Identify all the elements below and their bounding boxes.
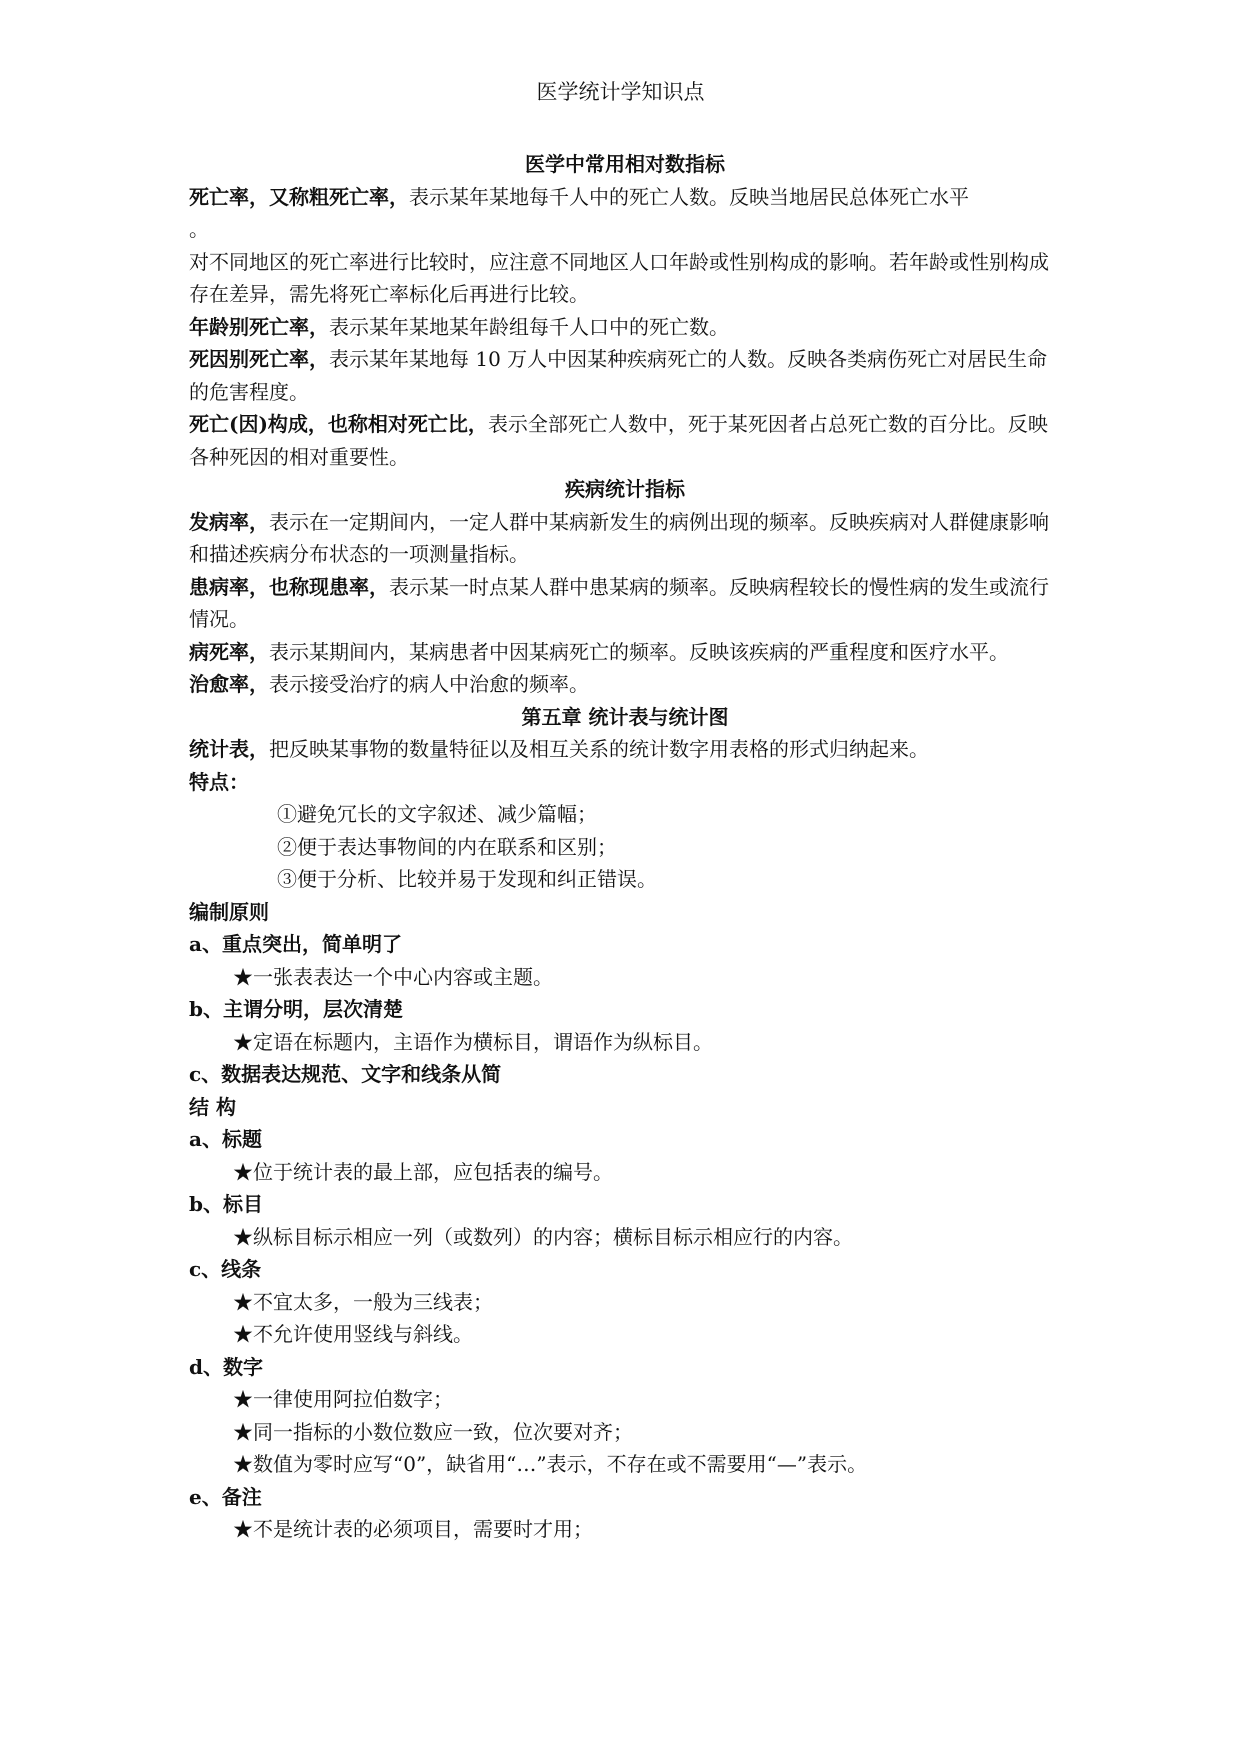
paragraph <box>189 733 1061 766</box>
paragraph-text: 表示某一时点某人群中患某病的频率。反映病程较长的慢性病的发生或流行情况。 <box>189 574 1049 631</box>
list-item: ★一张表表达一个中心内容或主题。 <box>233 964 553 989</box>
section-heading: 第五章 统计表与统计图 <box>521 704 729 729</box>
section-heading: 疾病统计指标 <box>565 477 685 501</box>
paragraph <box>189 506 1061 571</box>
paragraph <box>189 311 1061 344</box>
paragraph <box>189 1091 1061 1124</box>
term-label: 死亡(因)构成，也称相对死亡比， <box>189 412 488 436</box>
list-item: ★不宜太多，一般为三线表； <box>233 1289 493 1314</box>
section-heading: 医学中常用相对数指标 <box>525 152 725 176</box>
term-label: a、重点突出，简单明了 <box>189 932 402 956</box>
paragraph <box>189 571 1061 636</box>
list-item: ③便于分析、比较并易于发现和纠正错误。 <box>277 867 657 891</box>
paragraph <box>189 343 1061 408</box>
paragraph-text: 。 <box>189 217 209 241</box>
paragraph <box>189 668 1061 701</box>
list-item: ①避免冗长的文字叙述、减少篇幅； <box>277 802 597 826</box>
document-body <box>189 148 1061 1546</box>
term-label: c、数据表达规范、文字和线条从简 <box>189 1062 502 1086</box>
paragraph <box>189 928 1061 961</box>
list-item: ★一律使用阿拉伯数字； <box>233 1387 453 1411</box>
paragraph <box>189 1481 1061 1514</box>
term-label: b、标目 <box>189 1192 263 1216</box>
paragraph <box>189 1058 1061 1091</box>
term-label: 编制原则 <box>189 899 269 924</box>
list-item: ★同一指标的小数位数应一致，位次要对齐； <box>233 1419 633 1444</box>
list-item: ★不允许使用竖线与斜线。 <box>233 1322 473 1346</box>
paragraph <box>189 1253 1061 1286</box>
term-label: 统计表， <box>189 737 269 761</box>
term-label: 死亡率，又称粗死亡率， <box>189 184 409 209</box>
page-header: 医学统计学知识点 <box>536 80 705 104</box>
paragraph <box>189 896 1061 929</box>
paragraph <box>189 246 1061 311</box>
paragraph-text: 表示某年某地某年龄组每千人口中的死亡数。 <box>329 314 729 339</box>
term-label: 死因别死亡率， <box>189 347 329 371</box>
term-label: 患病率，也称现患率， <box>189 574 389 599</box>
list-item: ★纵标目标示相应一列（或数列）的内容；横标目标示相应行的内容。 <box>233 1224 853 1249</box>
list-item: ★定语在标题内，主语作为横标目，谓语作为纵标目。 <box>233 1029 713 1054</box>
paragraph <box>189 1351 1061 1384</box>
list-item: ★不是统计表的必须项目，需要时才用； <box>233 1517 593 1541</box>
paragraph <box>189 213 1061 246</box>
paragraph-text: 对不同地区的死亡率进行比较时，应注意不同地区人口年龄或性别构成的影响。若年龄或性别构成存在差异，需先将死亡率标化后再进行比较。 <box>189 249 1049 306</box>
paragraph <box>189 408 1061 473</box>
list-item: ★位于统计表的最上部，应包括表的编号。 <box>233 1159 613 1184</box>
term-label: 年龄别死亡率， <box>189 314 329 339</box>
term-label: c、线条 <box>189 1257 262 1281</box>
term-label: 病死率， <box>189 639 269 664</box>
paragraph <box>189 181 1061 214</box>
list-item: ②便于表达事物间的内在联系和区别； <box>277 834 617 859</box>
paragraph <box>189 766 1061 799</box>
paragraph <box>189 993 1061 1026</box>
paragraph <box>189 1123 1061 1156</box>
paragraph-text: 表示全部死亡人数中，死于某死因者占总死亡数的百分比。反映各种死因的相对重要性。 <box>189 412 1048 469</box>
paragraph-text: 表示接受治疗的病人中治愈的频率。 <box>269 672 589 696</box>
paragraph-text: 表示某年某地每千人中的死亡人数。反映当地居民总体死亡水平 <box>409 184 969 209</box>
term-label: b、主谓分明，层次清楚 <box>189 997 403 1021</box>
paragraph <box>189 1188 1061 1221</box>
paragraph-text: 表示某年某地每 10 万人中因某种疾病死亡的人数。反映各类病伤死亡对居民生命的危害程度。 <box>189 347 1048 404</box>
term-label: d、数字 <box>189 1354 263 1379</box>
term-label: 发病率， <box>189 509 269 534</box>
term-label: 结 构 <box>189 1094 236 1119</box>
paragraph-text: 把反映某事物的数量特征以及相互关系的统计数字用表格的形式归纳起来。 <box>269 737 929 761</box>
paragraph <box>189 636 1061 669</box>
term-label: a、标题 <box>189 1127 262 1151</box>
list-item: ★数值为零时应写“0”，缺省用“…”表示，不存在或不需要用“—”表示。 <box>233 1452 868 1476</box>
term-label: e、备注 <box>189 1484 262 1509</box>
paragraph-text: 表示在一定期间内，一定人群中某病新发生的病例出现的频率。反映疾病对人群健康影响和描述疾病分布状态的一项测量指标。 <box>189 509 1049 566</box>
term-label: 治愈率， <box>189 672 269 696</box>
term-label: 特点： <box>189 769 249 794</box>
paragraph-text: 表示某期间内，某病患者中因某病死亡的频率。反映该疾病的严重程度和医疗水平。 <box>269 639 1009 664</box>
